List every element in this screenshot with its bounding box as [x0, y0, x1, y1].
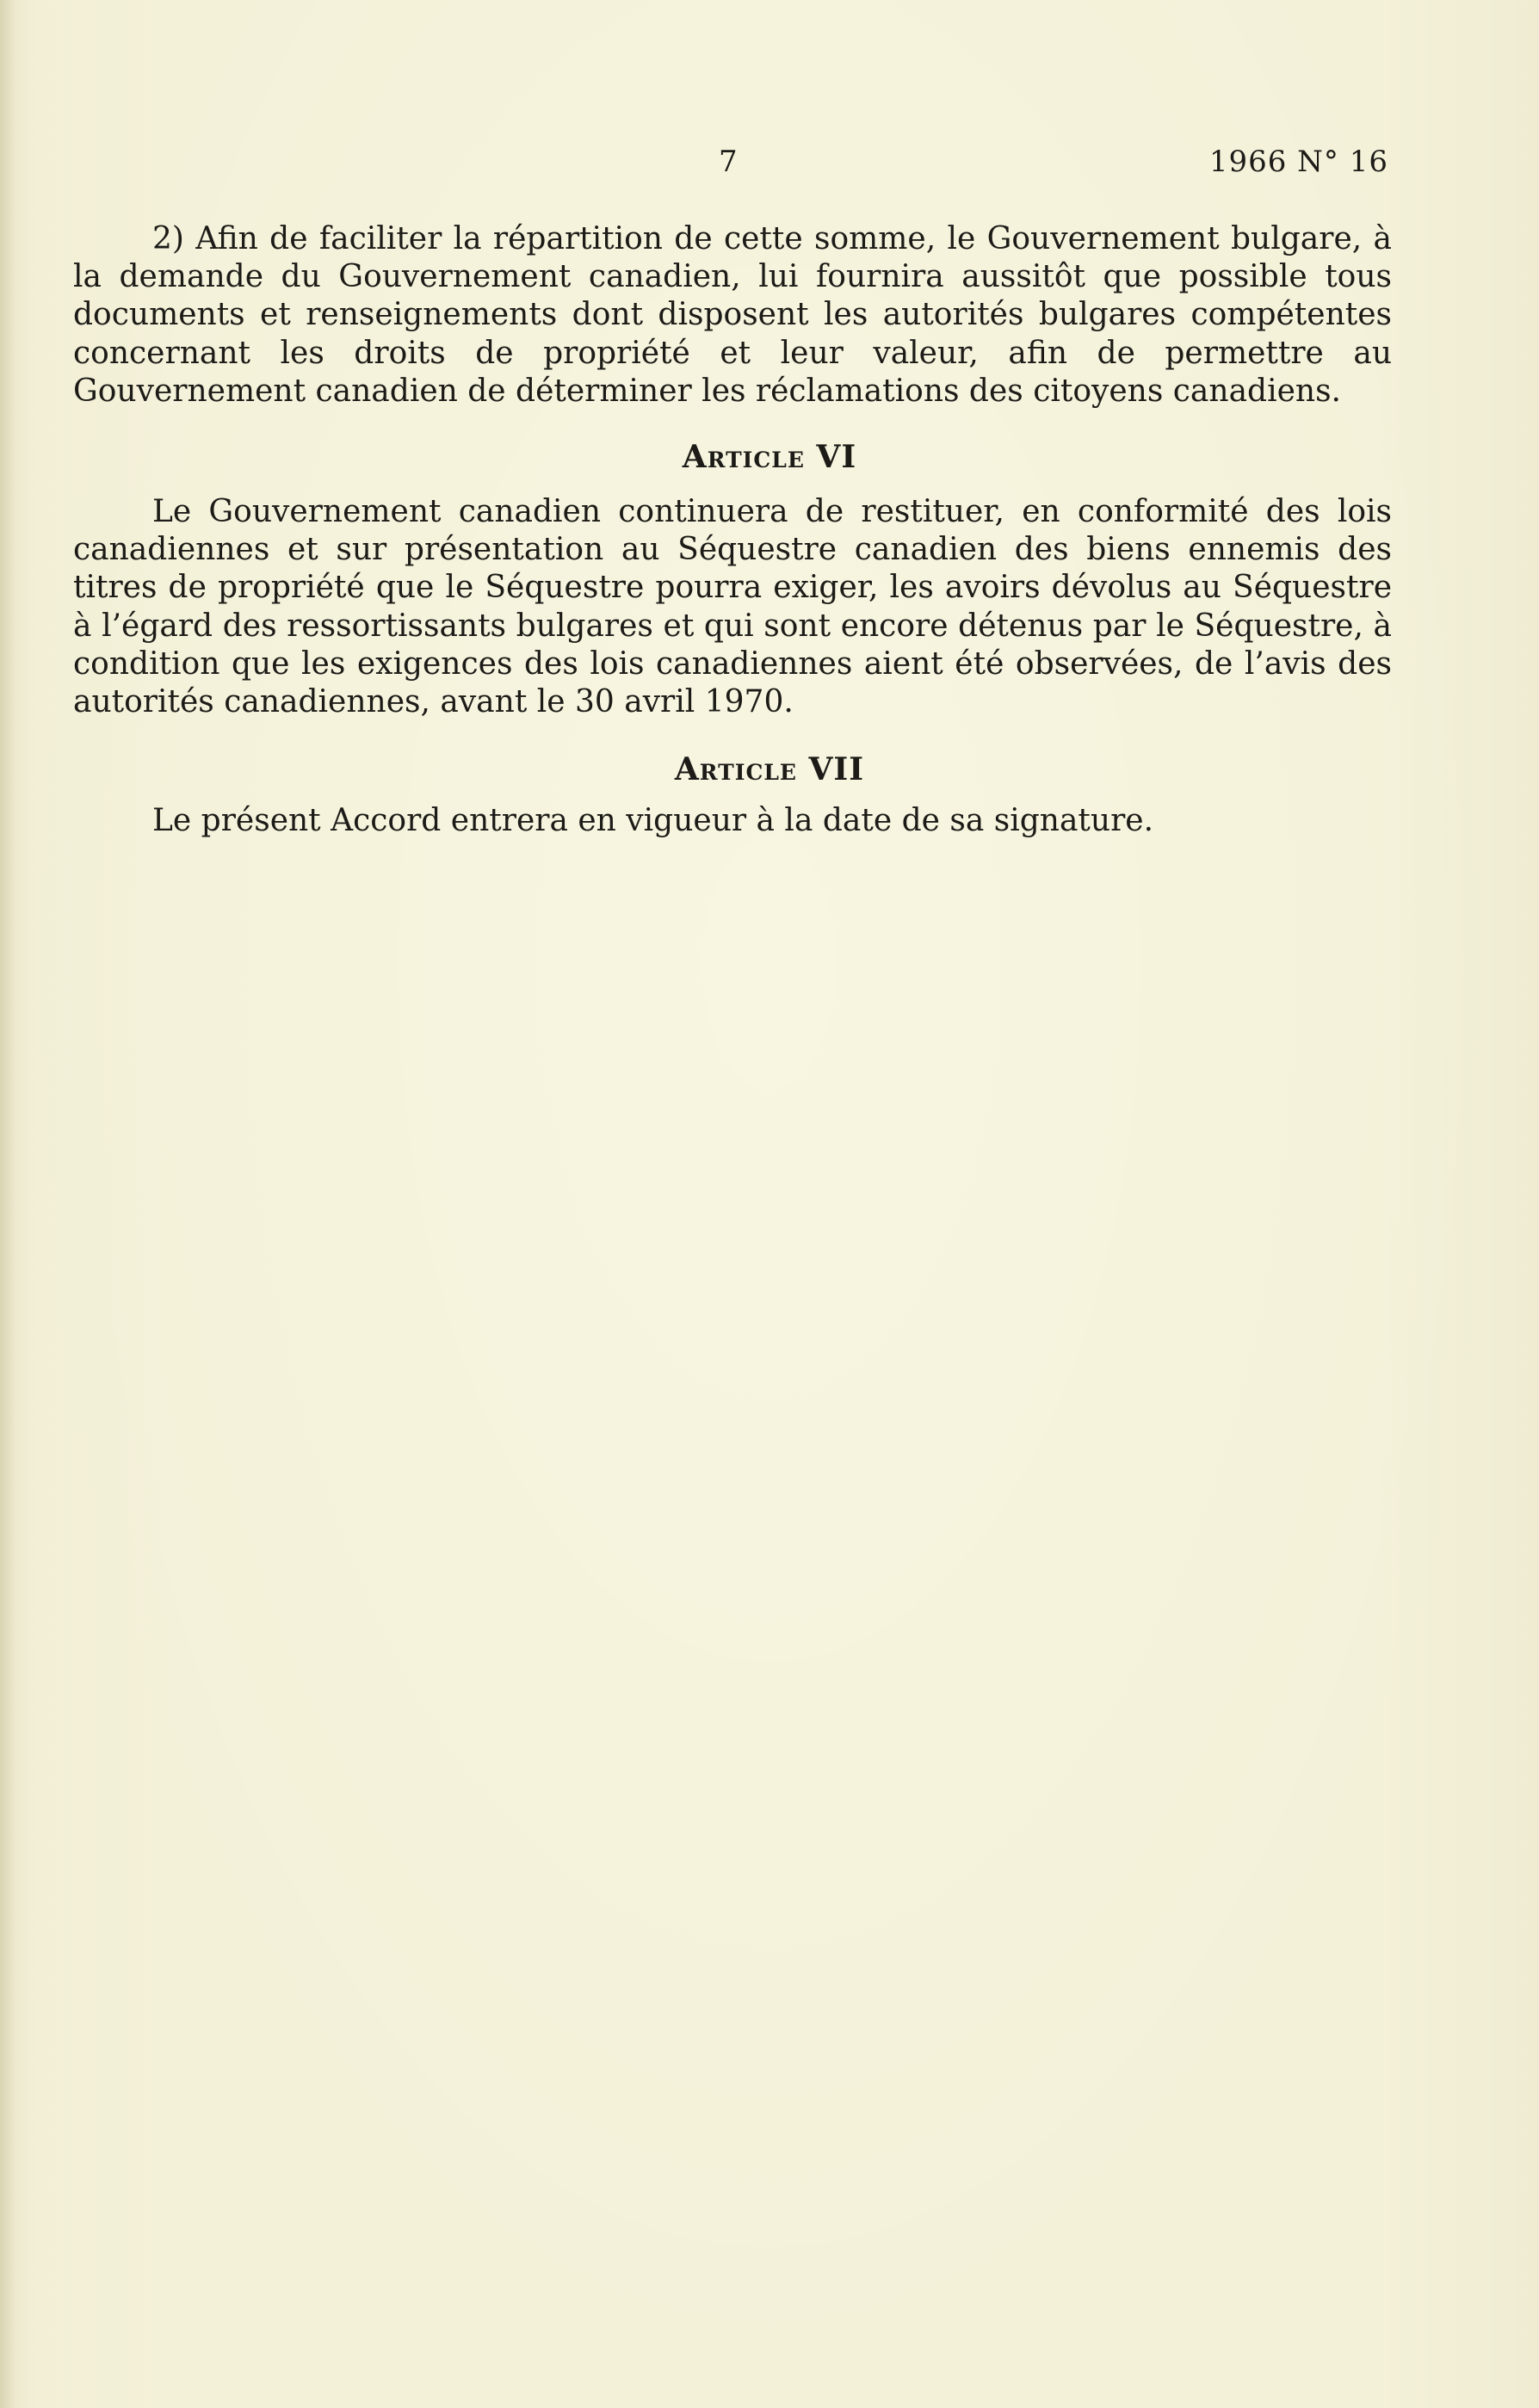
page-edge-shadow [0, 0, 15, 2408]
page-header [0, 145, 1539, 188]
heading-article-vi: Article VI [682, 439, 857, 475]
paragraph-article-vii: Le présent Accord entrera en vigueur à la date de sa signature. [152, 803, 1154, 838]
document-reference: 1966 N° 16 [1208, 145, 1388, 179]
page-number: 7 [719, 145, 738, 179]
paragraph-article-v-2: 2) Afin de faciliter la répartition de cette somme, le Gouvernement bulgare, à la demande du Gouvernement canadien, lui fournira aussitôt que possible tous documents et renseignements dont disposent les autorités bulgares compétentes concernant les droits de propriété et leur valeur, afin de permettre au Gouvernement canadien de déterminer les réclamations des citoyens canadiens. [73, 221, 1392, 409]
heading-article-vii: Article VII [674, 751, 865, 787]
paragraph-article-vi: Le Gouvernement canadien continuera de restituer, en conformité des lois canadiennes et sur présentation au Séquestre canadien des biens ennemis des titres de propriété que le Séquestre pourra exiger, les avoirs dévolus au Séquestre à l’égard des ressortissants bulgares et qui sont encore détenus par le Séquestre, à condition que les exigences des lois canadiennes aient été observées, de l’avis des autorités canadiennes, avant le 30 avril 1970. [73, 494, 1392, 720]
